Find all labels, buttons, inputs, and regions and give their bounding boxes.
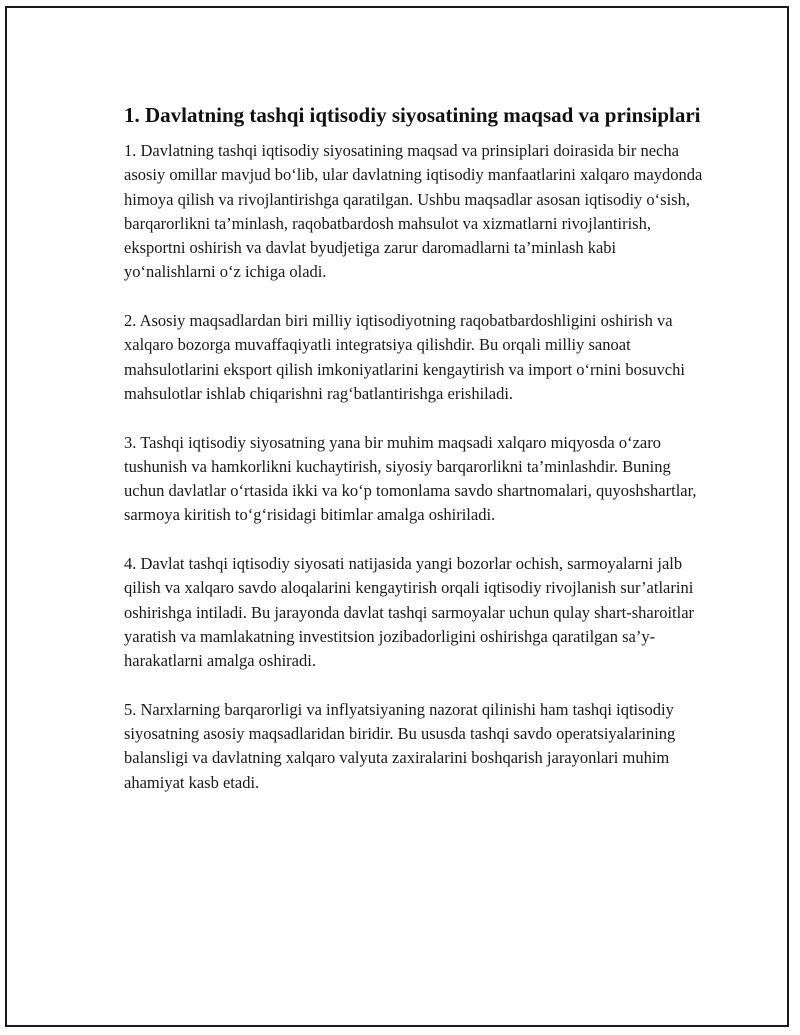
paragraph-3: 3. Tashqi iqtisodiy siyosatning yana bir muhim maqsadi xalqaro miqyosda o‘zaro tushunish va hamkorlikni kuchaytirish, siyosiy barqarorlikni ta’minlashdir. Buning uchun davlatlar o‘rtasida ikki va ko‘p tomonlama savdo shartnomalari, quyoshshartlar, sarmoya kiritish to‘g‘risidagi bitimlar amalga oshiriladi. — [124, 432, 697, 525]
paragraph-4: 4. Davlat tashqi iqtisodiy siyosati natijasida yangi bozorlar ochish, sarmoyalarni jalb qilish va xalqaro savdo aloqalarini kengaytirish orqali iqtisodiy rivojlanish sur’atlarini oshirishga intiladi. Bu jarayonda davlat tashqi sarmoyalar uchun qulay shart-sharoitlar yaratish va mamlakatning investitsion jozibadorligini oshirishga qaratilgan sa’y-harakatlarni amalga oshiradi. — [124, 554, 695, 671]
paragraph-5: 5. Narxlarning barqarorligi va inflyatsiyaning nazorat qilinishi ham tashqi iqtisodiy siyosatning asosiy maqsadlaridan biridir. Bu ususda tashqi savdo operatsiyalarining balansligi va davlatning xalqaro valyuta zaxiralarini boshqarish jarayonlari muhim ahamiyat kasb etadi. — [124, 699, 676, 792]
paragraph-1: 1. Davlatning tashqi iqtisodiy siyosatining maqsad va prinsiplari doirasida bir necha asosiy omillar mavjud bo‘lib, ular davlatning iqtisodiy manfaatlarini xalqaro maydonda himoya qilish va rivojlantirishga qaratilgan. Ushbu maqsadlar asosan iqtisodiy o‘sish, barqarorlikni ta’minlash, raqobatbardosh mahsulot va xizmatlarni rivojlantirish, eksportni oshirish va davlat byudjetiga zarur daromadlarni ta’minlash kabi yo‘nalishlarni o‘z ichiga oladi. — [124, 141, 703, 282]
document-body — [124, 101, 706, 819]
page-frame — [5, 6, 789, 1027]
paragraph-2: 2. Asosiy maqsadlardan biri milliy iqtisodiyotning raqobatbardoshligini oshirish va xalqaro bozorga muvaffaqiyatli integratsiya qilishdir. Bu orqali milliy sanoat mahsulotlarini eksport qilish imkoniyatlarini kengaytirish va import o‘rnini bosuvchi mahsulotlar ishlab chiqarishni rag‘batlantirishga erishiladi. — [124, 311, 685, 403]
document-title: 1. Davlatning tashqi iqtisodiy siyosatining maqsad va prinsiplari — [124, 103, 701, 127]
